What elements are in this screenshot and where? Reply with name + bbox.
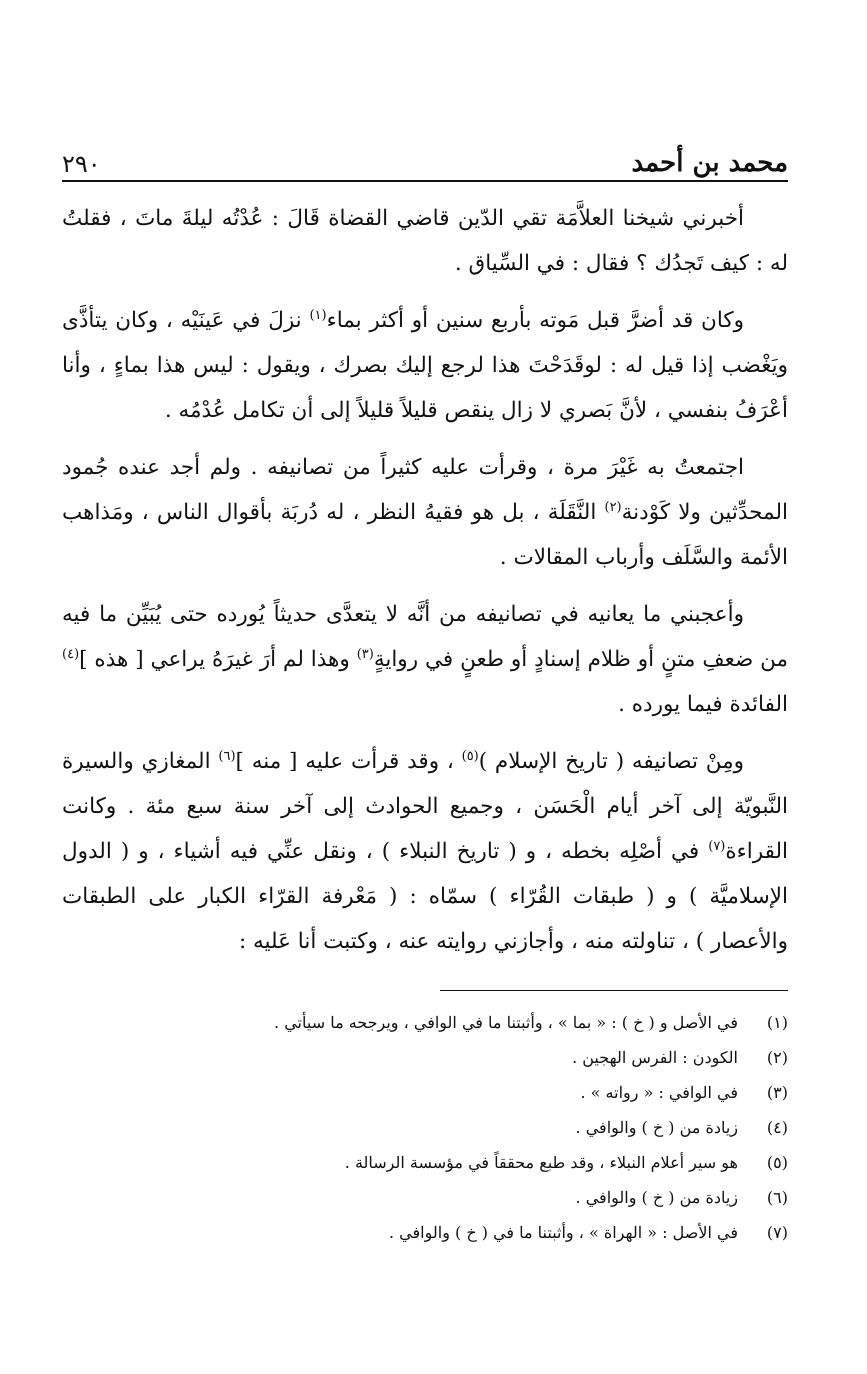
text-segment: في أصْلِه بخطه ، و ( تاريخ النبلاء ) ، ونقل عنِّي فيه أشياء ، و ( الدول الإسلاميَّة ) و ( طبقات القُرّاء ) سمّاه : ( مَعْرفة القرّاء الكبار على الطبقات والأعصار ) ، تناولته منه ، وأجازني روايته عنه ، وكتبت أنا عَليه : [62, 839, 788, 954]
text-segment: النَّقَلَة ، بل هو فقيهُ النظر ، له دُربَة بأقوال الناس ، ومَذاهب الأئمة والسَّلَف وأرباب المقالات . [62, 500, 788, 570]
header-rule [62, 180, 788, 182]
footnote [62, 1180, 788, 1215]
footnote-text: في الأصل : « الهراة » ، وأثبتنا ما في ( خ ) والوافي . [389, 1223, 738, 1242]
text-segment: وأعجبني ما يعانيه في تصانيفه من أنَّه لا يتعدَّى حديثاً يُورده حتى يُبَيِّن ما فيه من ضعفِ متنٍ أو ظلام إسنادٍ أو طعنٍ في روايةٍ [62, 602, 788, 672]
footnote-marker: (٧) [708, 838, 726, 854]
footnote [62, 1005, 788, 1040]
footnote-number: (٦) [766, 1188, 788, 1207]
text-segment: نزلَ في عَينَيْه ، وكان يتأذَّى ويَغْضب إذا قيل له : لوقَدَحْتَ هذا لرجع إليك بصرك ، ويقول : ليس هذا بماءٍ ، وأنا أعْرَفُ بنفسي ، لأنَّ بَصري لا زال ينقص قليلاً قليلاً إلى أن تكامل عُدْمُه . [62, 308, 788, 423]
text-segment: المغازي والسيرة النَّبويّة إلى آخر أيام الْحَسَن ، وجميع الحوادث إلى آخر سنة سبع مئة . وكانت القراءة [62, 749, 788, 864]
footnote [62, 1145, 788, 1180]
footnote-number: (٥) [766, 1153, 788, 1172]
footnote-text: الكودن : الفرس الهجين . [572, 1048, 738, 1067]
page-number: ٢٩٠ [62, 150, 101, 178]
paragraph [62, 196, 788, 286]
footnote-text: هو سير أعلام النبلاء ، وقد طبع محققاً في مؤسسة الرسالة . [344, 1153, 738, 1172]
footnote [62, 1075, 788, 1110]
footnote-marker: (٢) [604, 499, 622, 515]
footnote-number: (١) [766, 1013, 788, 1032]
footnote [62, 1110, 788, 1145]
footnote-marker: (٤) [62, 646, 80, 662]
paragraph [62, 592, 788, 727]
footnote-number: (٣) [766, 1083, 788, 1102]
text-segment: ، وقد قرأت عليه [ منه ] [235, 749, 462, 774]
footnote-rule [440, 990, 788, 991]
footnote [62, 1040, 788, 1075]
text-segment: ومِنْ تصانيفه ( تاريخ الإسلام ) [478, 749, 744, 774]
footnotes [62, 1005, 788, 1250]
footnote-text: في الأصل و ( خ ) : « بما » ، وأثبتنا ما في الوافي ، ويرجحه ما سيأتي . [274, 1013, 738, 1032]
footnote-text: في الوافي : « رواته » . [580, 1083, 738, 1102]
footnote [62, 1215, 788, 1250]
footnote-text: زيادة من ( خ ) والوافي . [575, 1118, 738, 1137]
text-segment: وهذا لم أرَ غيرَهُ يراعي [ هذه ] [79, 647, 357, 672]
text-segment: اجتمعتُ به غَيْرَ مرة ، وقرأت عليه كثيراً من تصانيفه . ولم أجد عنده جُمود المحدِّثين ولا كَوْدنة [62, 455, 789, 525]
text-segment: وكان قد أضرَّ قبل مَوته بأربع سنين أو أكثر بماء [326, 308, 744, 333]
running-head: محمد بن أحمد [631, 148, 788, 178]
page-header [62, 138, 788, 178]
footnote-marker: (٥) [461, 748, 479, 764]
text-segment: الفائدة فيما يورده . [618, 692, 788, 717]
text-segment: أخبرني شيخنا العلاَّمَة تقي الدّين قاضي القضاة قَالَ : عُدْتُه ليلةَ ماتَ ، فقلتُ له : كيف تَجدُك ؟ فقال : في السِّياق . [62, 206, 788, 276]
footnote-marker: (٣) [356, 646, 374, 662]
body-text [62, 196, 788, 976]
footnote-marker: (٦) [218, 748, 236, 764]
footnote-text: زيادة من ( خ ) والوافي . [575, 1188, 738, 1207]
footnote-number: (٤) [766, 1118, 788, 1137]
paragraph [62, 445, 788, 580]
paragraph [62, 739, 788, 964]
footnote-number: (٧) [766, 1223, 788, 1242]
footnote-number: (٢) [766, 1048, 788, 1067]
footnote-marker: (١) [309, 307, 327, 323]
paragraph [62, 298, 788, 433]
